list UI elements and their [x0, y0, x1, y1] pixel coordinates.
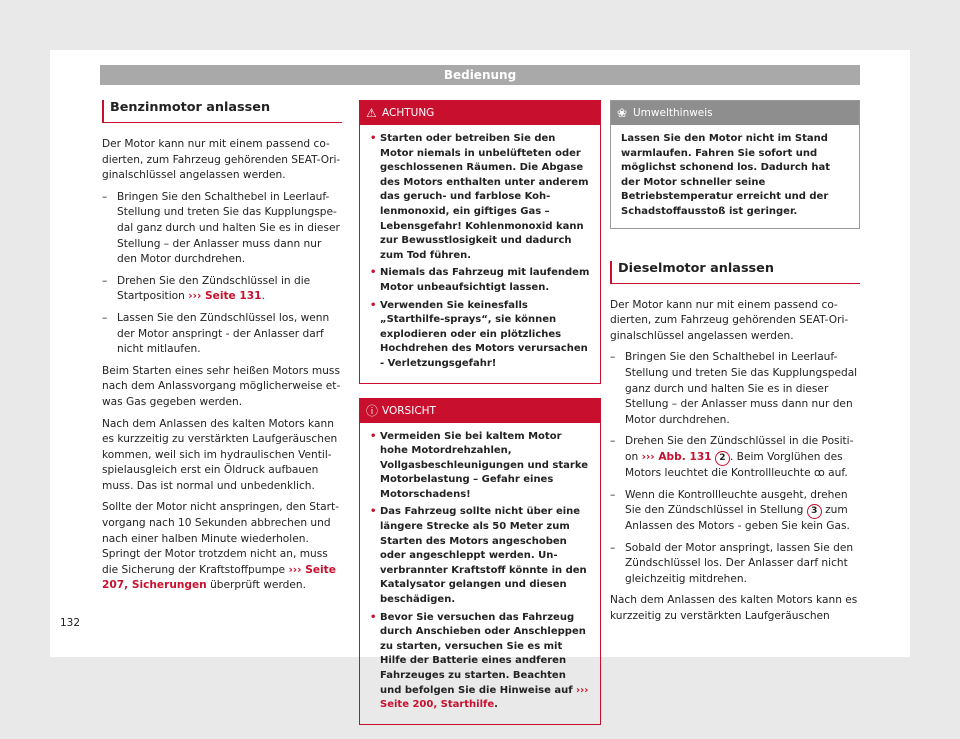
- caution-box: [359, 398, 601, 725]
- info-circle-icon: ⓘ: [366, 403, 379, 418]
- warning-item: • Verwenden Sie keinesfalls „Starthilfe-sprays“, sie können explodieren oder ein plötzliches Hochdrehen des Motors verursachen - Verletzungsgefahr!: [370, 299, 590, 372]
- warning-triangle-icon: ⚠: [366, 106, 377, 120]
- glow-plug-icon: ꝏ: [813, 466, 825, 479]
- step-1: – Bringen Sie den Schalthebel in Leerlauf-Stellung und treten Sie das Kupplungspedal ganz durch und halten Sie es in dieser Stellung – der Anlasser muss dann nur den Motor durchdrehen.: [102, 190, 342, 268]
- page-link[interactable]: ››› Seite 131: [188, 290, 262, 303]
- warning-item: • Starten oder betreiben Sie den Motor niemals in unbelüfteten oder geschlossenen Räumen. Die Abgase des Motors enthalten unter anderem das geruch- und farblose Kohlenmonoxid, ein giftiges Gas – Lebensgefahr! Kohlenmonoxid kann zur Bewusstlosigkeit und dadurch zum Tod führen.: [370, 132, 590, 263]
- page-number: 132: [60, 617, 81, 629]
- step-4: – Sobald der Motor anspringt, lassen Sie den Zündschlüssel los. Der Anlasser darf nicht gleichzeitig mitdrehen.: [610, 541, 860, 588]
- warning-header: ⚠ ACHTUNG: [360, 101, 600, 125]
- environment-text: Lassen Sie den Motor nicht im Stand warmlaufen. Fahren Sie sofort und möglichst schonend los. Dadurch hat der Motor schneller seine Betriebstemperatur erreicht und der Schadstoffausstoß ist geringer.: [621, 133, 831, 217]
- leaf-icon: ❀: [617, 106, 628, 120]
- para-cold-engine: Nach dem Anlassen des kalten Motors kann es kurzzeitig zu verstärkten Laufgeräuschen kommen, weil sich im hydraulischen Ventilspielausgleich erst ein Öldruck aufbauen muss. Das ist normal und unbedenklich.: [102, 417, 338, 492]
- caution-item: • Das Fahrzeug sollte nicht über eine längere Strecke als 50 Meter zum Starten des Motors angeschoben oder angeschleppt werden. Unverbrannter Kraftstoff könnte in den Katalysator gelangen und diesen beschädigen.: [370, 505, 590, 607]
- column-right: [610, 100, 860, 631]
- step-3: – Wenn die Kontrollleuchte ausgeht, drehen Sie den Zündschlüssel in Stellung 3 zum Anlassen des Motors - geben Sie kein Gas.: [610, 488, 860, 535]
- warning-box: [359, 100, 601, 384]
- para-hot-engine: Beim Starten eines sehr heißen Motors muss nach dem Anlassvorgang möglicherweise etwas Gas gegeben werden.: [102, 364, 341, 408]
- fuse-link[interactable]: ››› Seite 207, Sicherungen: [102, 563, 336, 592]
- step-2: – Drehen Sie den Zündschlüssel in die Startposition ››› Seite 131.: [102, 274, 342, 305]
- environment-header: ❀ Umwelthinweis: [611, 101, 859, 125]
- step-2: – Drehen Sie den Zündschlüssel in die Position ››› Abb. 131 2 . Beim Vorglühen des Motors leuchtet die Kontrollleuchte ꝏ auf.: [610, 434, 860, 481]
- heading-diesel: Dieselmotor anlassen: [610, 261, 860, 284]
- section-header: Bedienung: [100, 65, 860, 85]
- intro-text: Der Motor kann nur mit einem passend codierten, zum Fahrzeug gehörenden SEAT-Originalschlüssel angelassen werden.: [610, 298, 849, 342]
- jumpstart-link[interactable]: ››› Seite 200, Starthilfe: [380, 684, 589, 711]
- intro-text: Der Motor kann nur mit einem passend codierten, zum Fahrzeug gehörenden SEAT-Originalschlüssel angelassen werden.: [102, 138, 341, 182]
- warning-item: • Niemals das Fahrzeug mit laufendem Motor unbeaufsichtigt lassen.: [370, 266, 590, 295]
- step-1: – Bringen Sie den Schalthebel in Leerlauf-Stellung und treten Sie das Kupplungspedal ganz durch und halten Sie es in dieser Stellung – der Anlasser muss dann nur den Motor durchdrehen.: [610, 350, 860, 428]
- column-middle: [359, 100, 601, 739]
- figure-link[interactable]: ››› Abb. 131: [641, 450, 712, 463]
- column-left: [102, 100, 342, 600]
- step-3: – Lassen Sie den Zündschlüssel los, wenn der Motor anspringt - der Anlasser darf nicht mitlaufen.: [102, 311, 342, 358]
- para-fuse: Sollte der Motor nicht anspringen, den Startvorgang nach 10 Sekunden abbrechen und nach einer halben Minute wiederholen. Springt der Motor trotzdem nicht an, muss die Sicherung der Kraftstoffpumpe ››› Seite 207, Sicherungen überprüft werden.: [102, 501, 339, 592]
- callout-number: 3: [807, 504, 822, 519]
- callout-number: 2: [715, 451, 730, 466]
- caution-item: • Vermeiden Sie bei kaltem Motor hohe Motordrehzahlen, Vollgasbeschleunigungen und starke Motorbelastung – Gefahr eines Motorschadens!: [370, 430, 590, 503]
- caution-item: • Bevor Sie versuchen das Fahrzeug durch Anschieben oder Anschleppen zu starten, versuchen Sie es mit Hilfe der Batterie eines andferen Fahrzeuges zu starten. Beachten und befolgen Sie die Hinweise auf ››› Seite 200, Starthilfe.: [370, 611, 590, 713]
- para-cold-engine: Nach dem Anlassen des kalten Motors kann es kurzzeitig zu verstärkten Laufgeräuschen: [610, 594, 858, 623]
- environment-box: [610, 100, 860, 229]
- caution-header: ⓘ VORSICHT: [360, 399, 600, 423]
- heading-petrol: Benzinmotor anlassen: [102, 100, 342, 123]
